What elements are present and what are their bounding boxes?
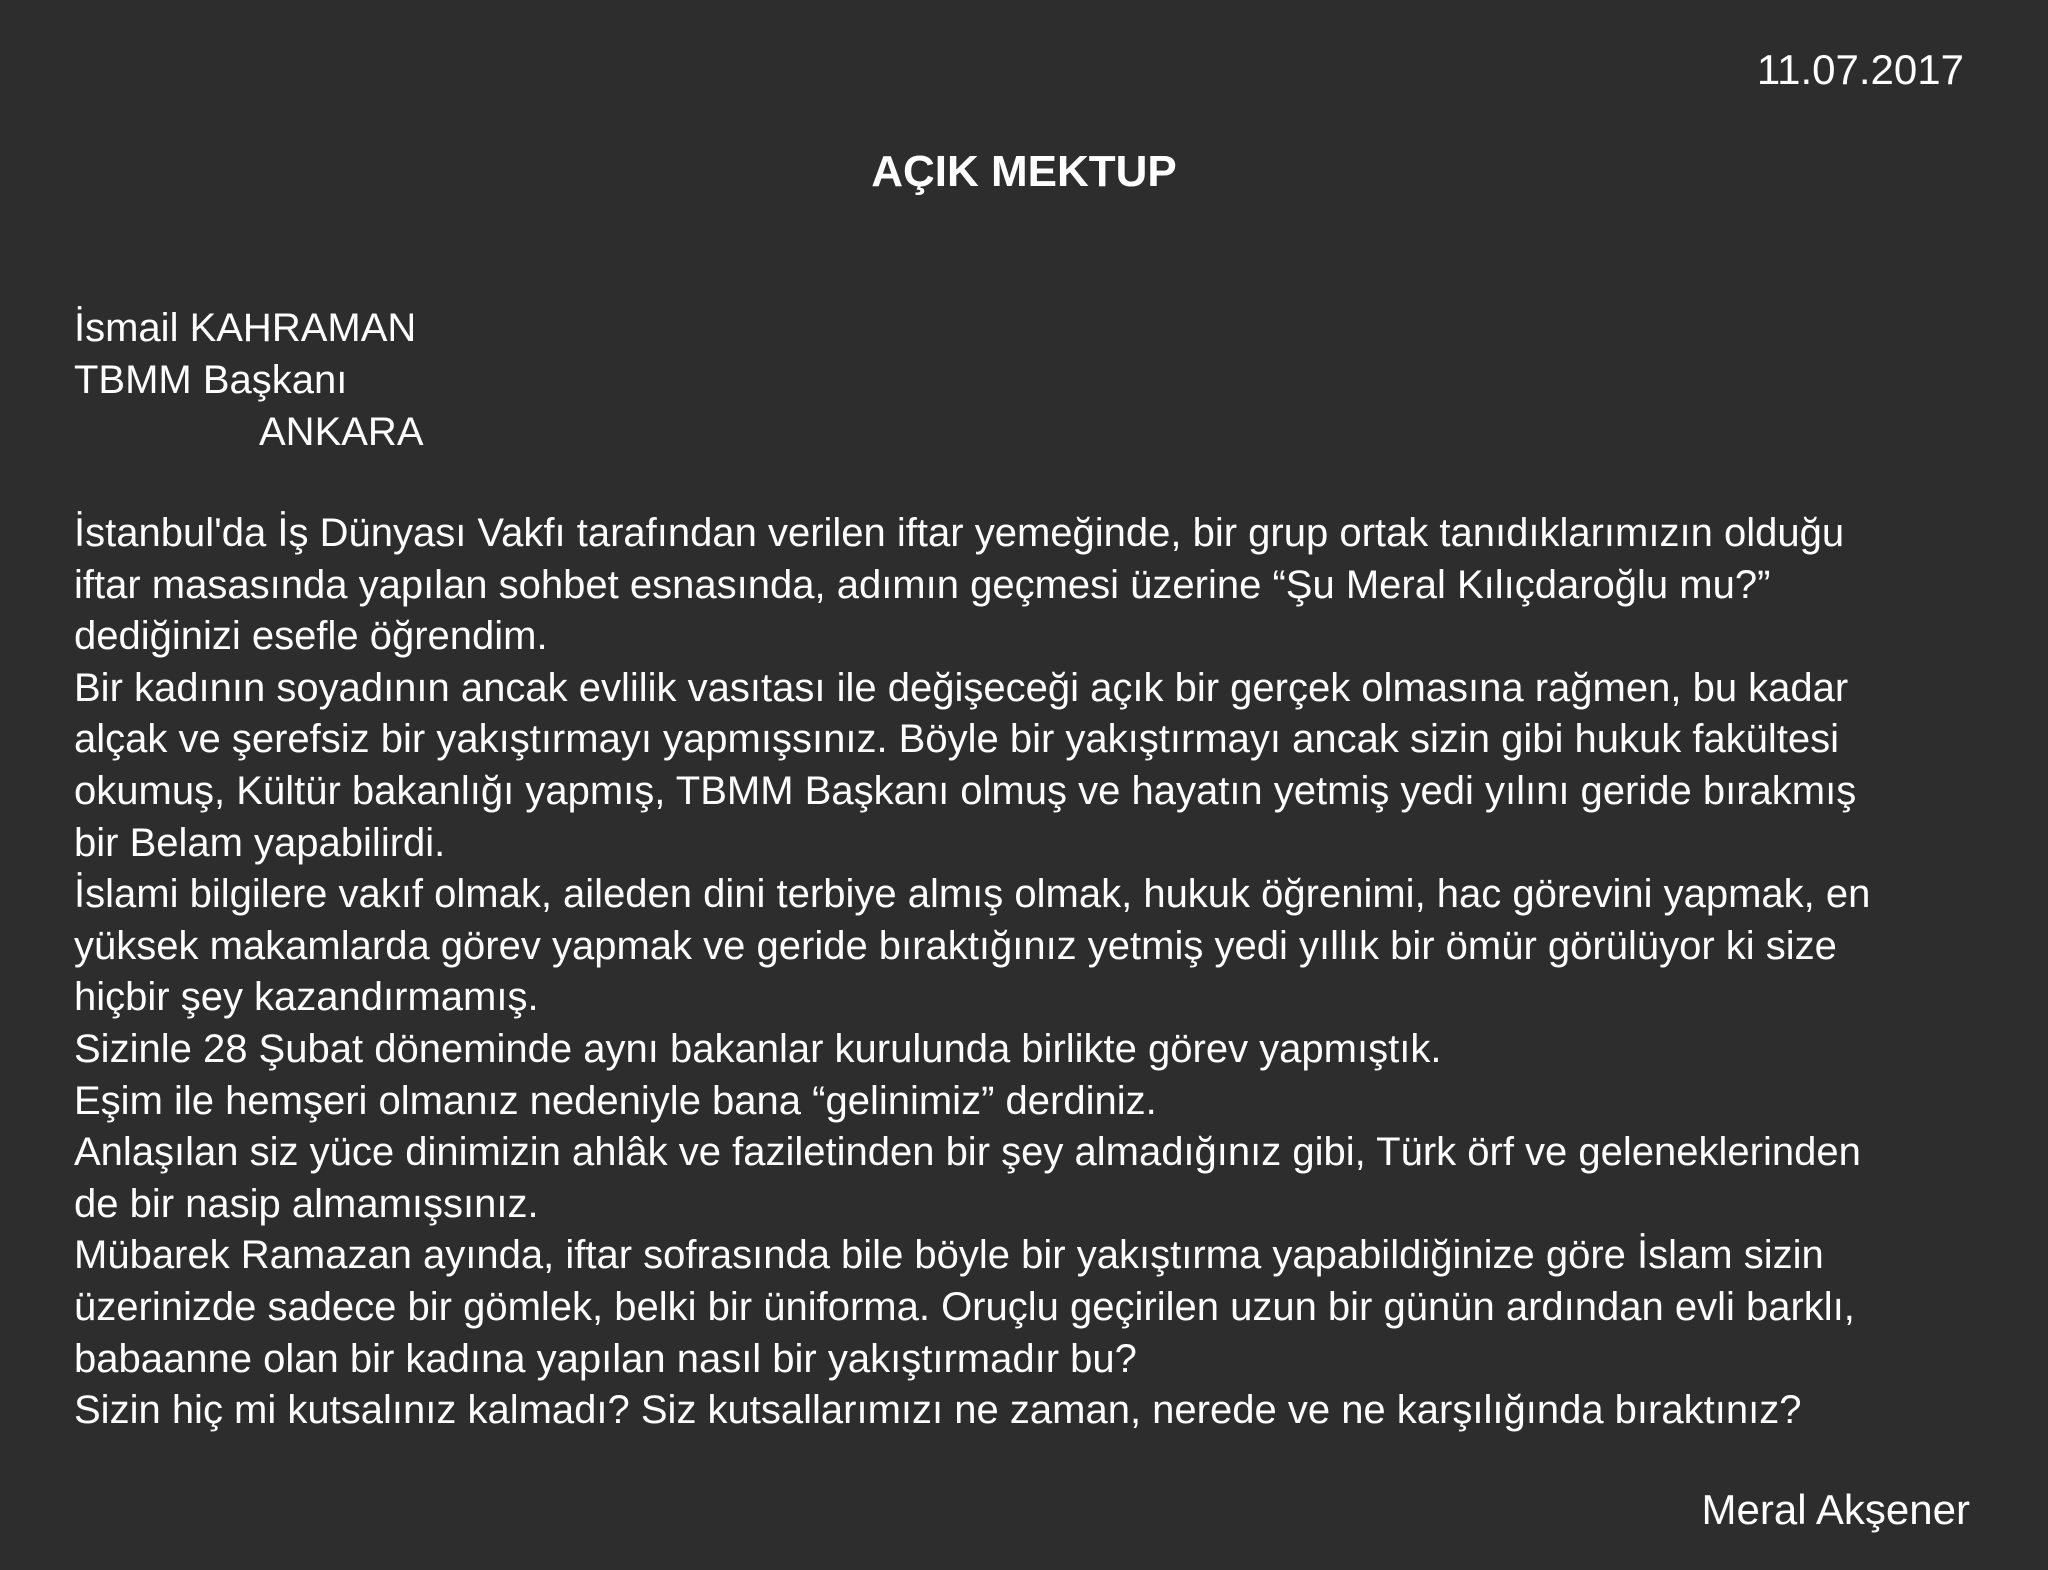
body-line: iftar masasında yapılan sohbet esnasında, adımın geçmesi üzerine “Şu Meral Kılıçdaroğlu mu?” bbox=[74, 562, 1771, 607]
body-line: dediğinizi esefle öğrendim. bbox=[74, 614, 548, 659]
recipient-position: TBMM Başkanı bbox=[74, 358, 348, 402]
body-line: de bir nasip almamışsınız. bbox=[74, 1181, 539, 1226]
letter-title: AÇIK MEKTUP bbox=[871, 147, 1177, 196]
body-line: Mübarek Ramazan ayında, iftar sofrasında bile böyle bir yakıştırma yapabildiğinize göre İslam sizin bbox=[74, 1233, 1824, 1278]
body-line: İstanbul'da İş Dünyası Vakfı tarafından verilen iftar yemeğinde, bir grup ortak tanıdıklarımızın olduğu bbox=[74, 511, 1845, 555]
recipient-name: İsmail KAHRAMAN bbox=[74, 306, 417, 350]
body-line: üzerinizde sadece bir gömlek, belki bir üniforma. Oruçlu geçirilen uzun bir günün ardından evli barklı, bbox=[74, 1284, 1855, 1329]
body-line: yüksek makamlarda görev yapmak ve geride bıraktığınız yetmiş yedi yıllık bir ömür görülüyor ki size bbox=[74, 923, 1837, 968]
body-line: Sizinle 28 Şubat döneminde aynı bakanlar kurulunda birlikte görev yapmıştık. bbox=[74, 1026, 1442, 1071]
recipient-block bbox=[74, 302, 424, 458]
body-line: Bir kadının soyadının ancak evlilik vasıtası ile değişeceği açık bir gerçek olmasına rağmen, bu kadar bbox=[74, 665, 1849, 710]
recipient-city: ANKARA bbox=[259, 410, 424, 454]
body-line: Sizin hiç mi kutsalınız kalmadı? Siz kutsallarımızı ne zaman, nerede ve ne karşılığında bıraktınız? bbox=[74, 1388, 1802, 1433]
body-line: hiçbir şey kazandırmamış. bbox=[74, 975, 539, 1020]
body-line: alçak ve şerefsiz bir yakıştırmayı yapmışsınız. Böyle bir yakıştırmayı ancak sizin gibi hukuk fakültesi bbox=[74, 717, 1840, 762]
letter-signature: Meral Akşener bbox=[1701, 1486, 1970, 1533]
body-line: Anlaşılan siz yüce dinimizin ahlâk ve faziletinden bir şey almadığınız gibi, Türk örf ve geleneklerinden bbox=[74, 1130, 1861, 1175]
letter-date: 11.07.2017 bbox=[1756, 46, 1964, 93]
body-line: babaanne olan bir kadına yapılan nasıl bir yakıştırmadır bu? bbox=[74, 1336, 1137, 1381]
body-line: Eşim ile hemşeri olmanız nedeniyle bana “gelinimiz” derdiniz. bbox=[74, 1078, 1157, 1123]
body-line: okumuş, Kültür bakanlığı yapmış, TBMM Başkanı olmuş ve hayatın yetmiş yedi yılını geride bırakmış bbox=[74, 768, 1857, 813]
body-line: İslami bilgilere vakıf olmak, aileden dini terbiye almış olmak, hukuk öğrenimi, hac görevini yapmak, en bbox=[74, 872, 1871, 917]
letter-body bbox=[74, 508, 1870, 1437]
body-line: bir Belam yapabilirdi. bbox=[74, 820, 446, 865]
